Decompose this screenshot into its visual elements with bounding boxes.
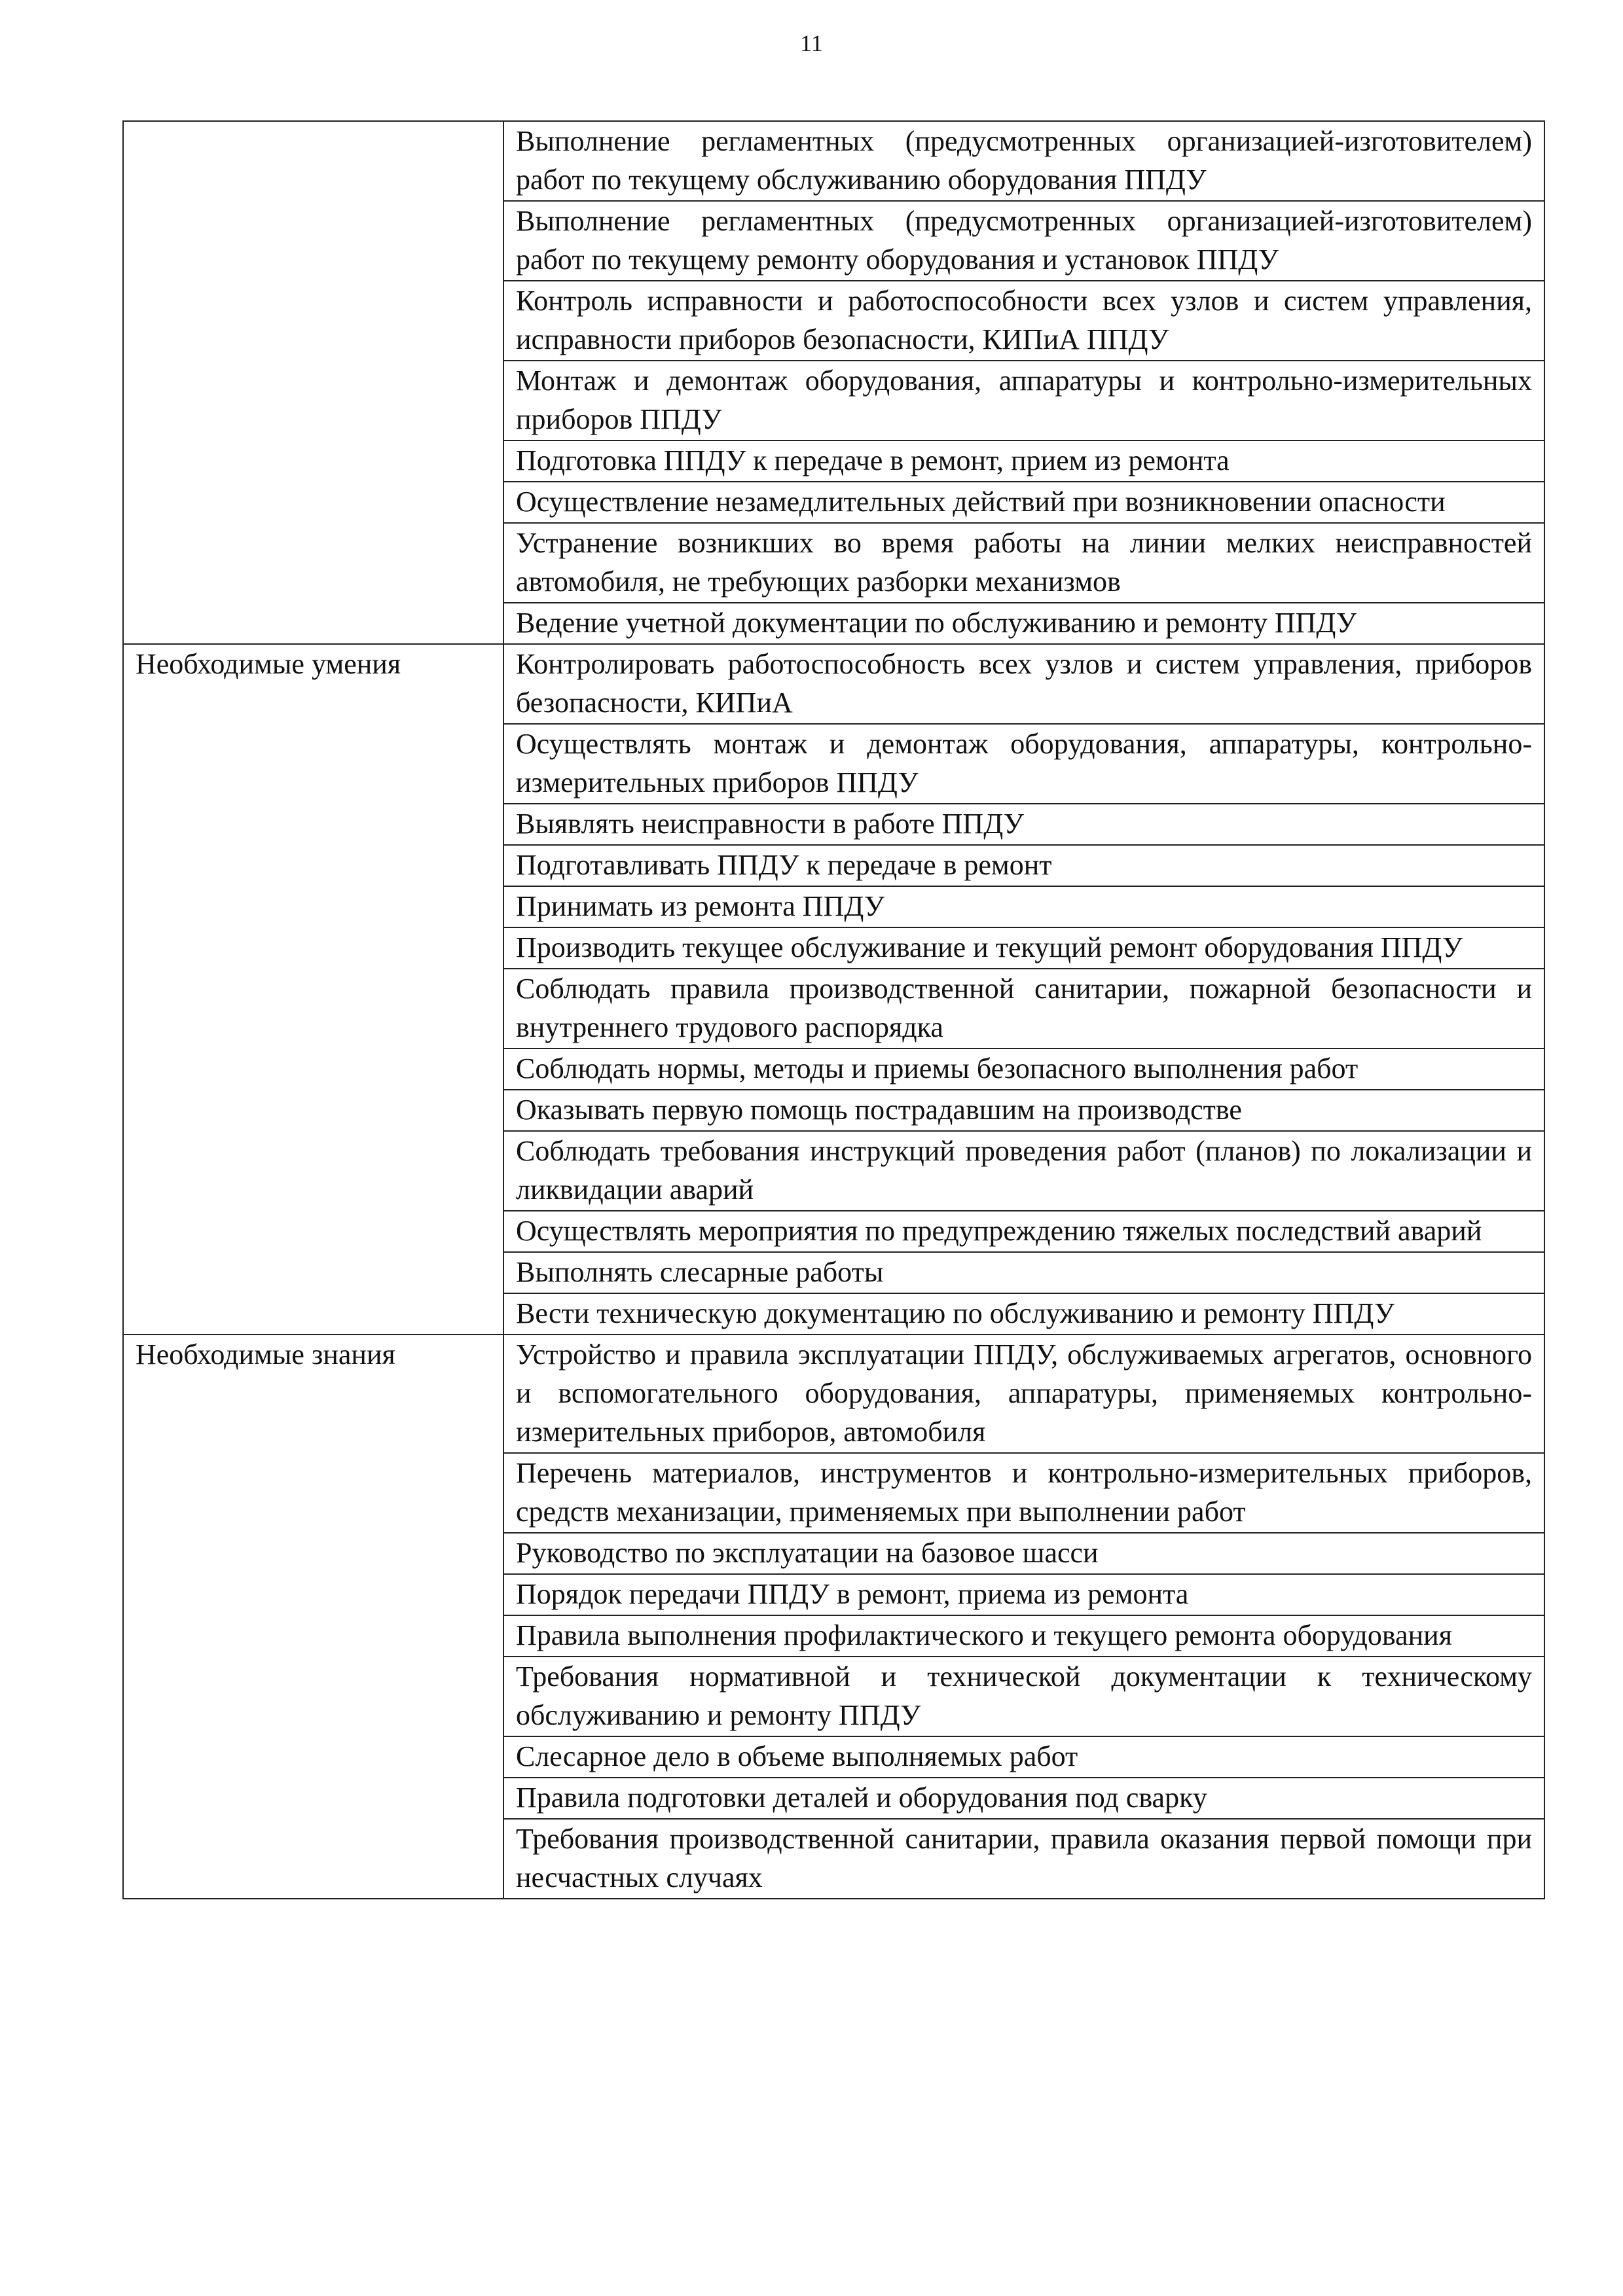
section-item: Перечень материалов, инструментов и контрольно-измерительных приборов, средств механизации, применяемых при выполнении работ xyxy=(503,1453,1544,1533)
section-item: Осуществлять монтаж и демонтаж оборудования, аппаратуры, контрольно-измерительных приборов ППДУ xyxy=(503,724,1544,804)
section-label: Необходимые знания xyxy=(123,1335,503,1899)
section-item: Контролировать работоспособность всех узлов и систем управления, приборов безопасности, КИПиА xyxy=(503,644,1544,724)
section-item: Порядок передачи ППДУ в ремонт, приема из ремонта xyxy=(503,1574,1544,1615)
section-item: Выявлять неисправности в работе ППДУ xyxy=(503,804,1544,845)
section-item: Правила подготовки деталей и оборудования под сварку xyxy=(503,1778,1544,1819)
section-item: Соблюдать нормы, методы и приемы безопасного выполнения работ xyxy=(503,1049,1544,1090)
section-item: Требования нормативной и технической документации к техническому обслуживанию и ремонту ППДУ xyxy=(503,1657,1544,1736)
section-item: Контроль исправности и работоспособности всех узлов и систем управления, исправности приборов безопасности, КИПиА ППДУ xyxy=(503,281,1544,361)
section-item: Требования производственной санитарии, правила оказания первой помощи при несчастных случаях xyxy=(503,1819,1544,1899)
section-label: Необходимые умения xyxy=(123,644,503,1335)
section-item: Слесарное дело в объеме выполняемых работ xyxy=(503,1736,1544,1778)
section-label xyxy=(123,121,503,644)
section-item: Оказывать первую помощь пострадавшим на производстве xyxy=(503,1090,1544,1131)
section-item: Руководство по эксплуатации на базовое шасси xyxy=(503,1533,1544,1574)
competency-table-body xyxy=(123,121,1544,1899)
section-item: Монтаж и демонтаж оборудования, аппаратуры и контрольно-измерительных приборов ППДУ xyxy=(503,361,1544,440)
section-item: Ведение учетной документации по обслуживанию и ремонту ППДУ xyxy=(503,603,1544,644)
section-item: Принимать из ремонта ППДУ xyxy=(503,886,1544,927)
section-item: Осуществление незамедлительных действий при возникновении опасности xyxy=(503,482,1544,523)
section-item: Выполнение регламентных (предусмотренных организацией-изготовителем) работ по текущему ремонту оборудования и установок ППДУ xyxy=(503,201,1544,281)
section-item: Устранение возникших во время работы на линии мелких неисправностей автомобиля, не требующих разборки механизмов xyxy=(503,523,1544,603)
table-row xyxy=(123,1335,1544,1453)
competency-table xyxy=(122,120,1545,1899)
section-item: Правила выполнения профилактического и текущего ремонта оборудования xyxy=(503,1615,1544,1657)
section-item: Подготавливать ППДУ к передаче в ремонт xyxy=(503,845,1544,886)
section-item: Производить текущее обслуживание и текущий ремонт оборудования ППДУ xyxy=(503,927,1544,969)
section-item: Выполнять слесарные работы xyxy=(503,1252,1544,1293)
section-item: Подготовка ППДУ к передаче в ремонт, прием из ремонта xyxy=(503,440,1544,482)
section-item: Вести техническую документацию по обслуживанию и ремонту ППДУ xyxy=(503,1293,1544,1335)
section-item: Соблюдать требования инструкций проведения работ (планов) по локализации и ликвидации аварий xyxy=(503,1131,1544,1211)
table-row xyxy=(123,644,1544,724)
section-item: Выполнение регламентных (предусмотренных организацией-изготовителем) работ по текущему обслуживанию оборудования ППДУ xyxy=(503,121,1544,201)
table-row xyxy=(123,121,1544,201)
section-item: Соблюдать правила производственной санитарии, пожарной безопасности и внутреннего трудового распорядка xyxy=(503,969,1544,1049)
section-item: Осуществлять мероприятия по предупреждению тяжелых последствий аварий xyxy=(503,1211,1544,1252)
page-number: 11 xyxy=(800,30,823,56)
section-item: Устройство и правила эксплуатации ППДУ, обслуживаемых агрегатов, основного и вспомогательного оборудования, аппаратуры, применяемых контрольно-измерительных приборов, автомобиля xyxy=(503,1335,1544,1453)
